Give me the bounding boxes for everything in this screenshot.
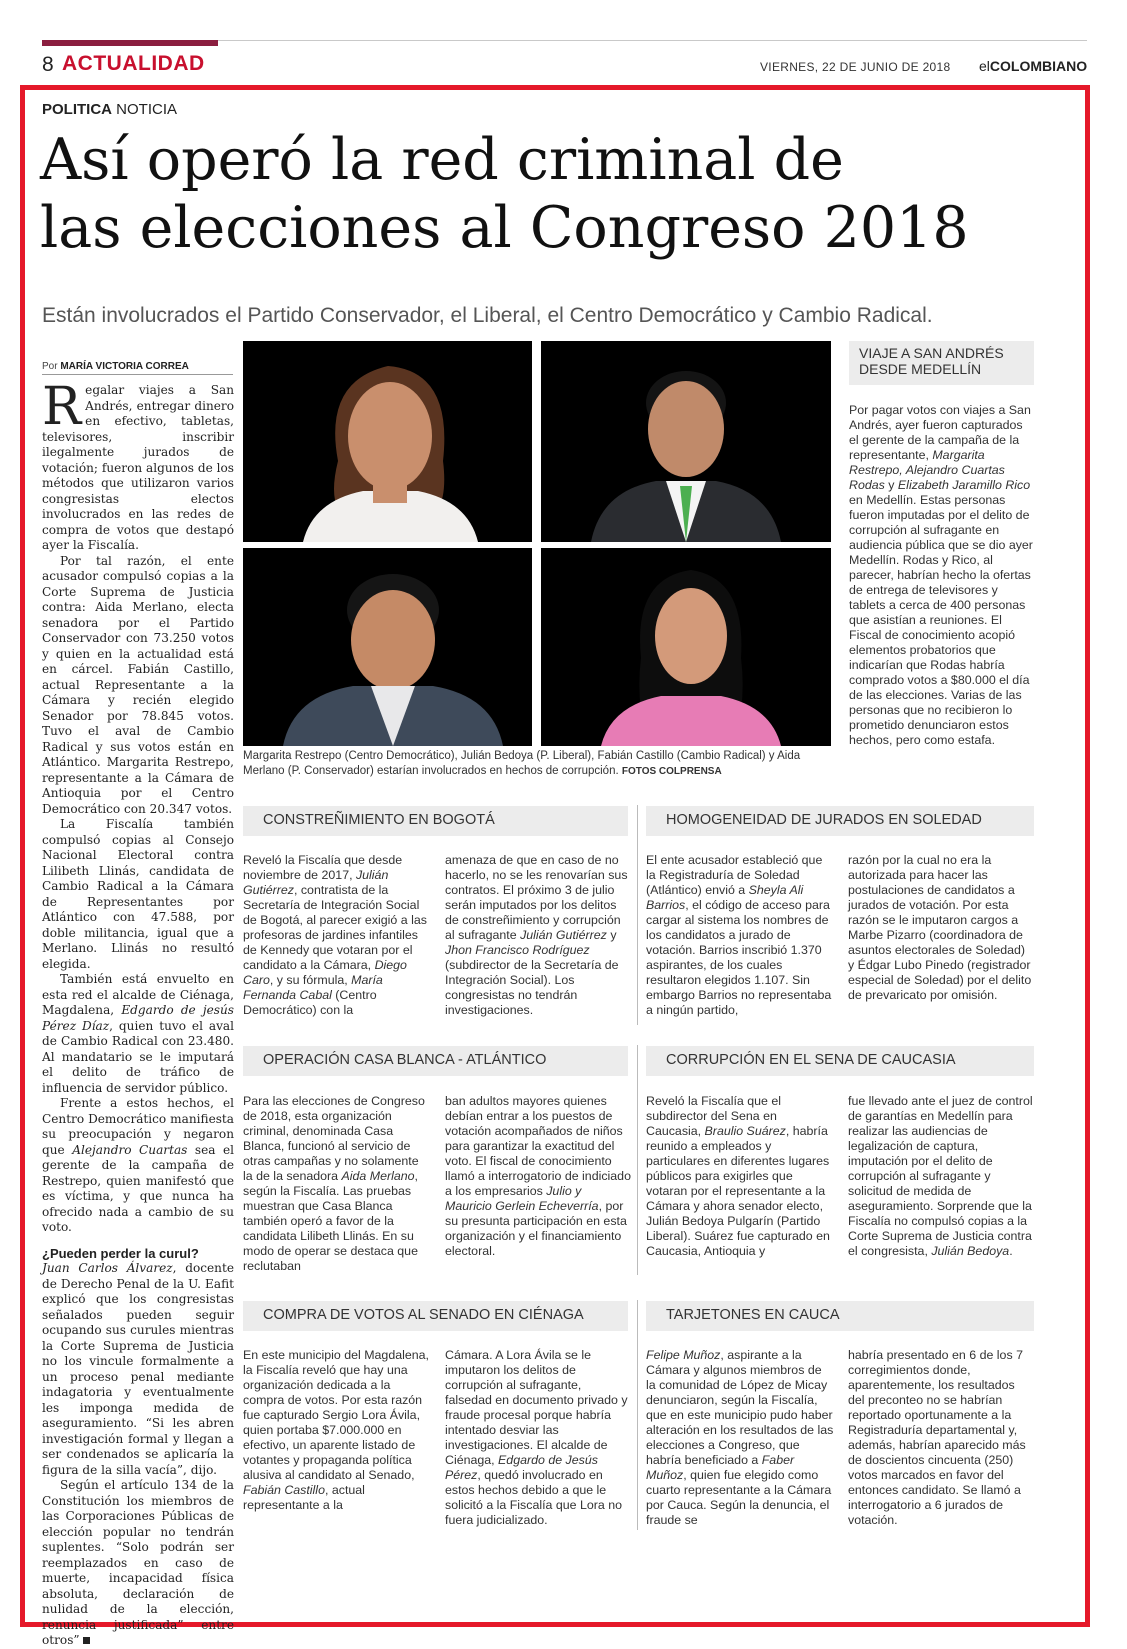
box-caucasia-col-1: Reveló la Fiscalía que el subdirector del Sena en Caucasia, Braulio Suárez, habría reunido a empleados y particulares en diferentes lugares públicos para exigirles que votaran por el representante a la Cámara y ahora senador electo, Julián Bedoya Pulgarín (Partido Liberal). Suárez fue capturado en Caucasia, Antioquia y <box>646 1094 830 1258</box>
photo-julian-bedoya <box>541 341 831 542</box>
portrait-man-2 <box>243 548 532 746</box>
byline-prefix: Por <box>42 361 58 372</box>
newspaper-brand <box>979 58 1087 74</box>
box-cienaga-col-1: En este municipio del Magdalena, la Fiscalía reveló que hay una organización dedicada a la compra de votos. Por esta razón fue capturado Sergio Lora Ávila, quien portaba $7.000.000 en efectivo, un aparente listado de votantes y propaganda política alusiva al candidato al Senado, Fabián Castillo, actual representante a la <box>243 1348 429 1512</box>
section-accent-bar <box>42 40 218 46</box>
portrait-woman-2 <box>541 548 831 746</box>
byline-author: MARÍA VICTORIA CORREA <box>60 361 189 372</box>
paragraph-1: Regalar viajes a San Andrés, entregar dinero en efectivo, tabletas, televisores, inscribir ilegalmente jurados de votación; fueron algunos de los métodos que utilizaron varios congresistas electos involucrados en las redes de compra de votos que destapó ayer la Fiscalía. <box>42 377 234 552</box>
box-title-casablanca: OPERACIÓN CASA BLANCA - ATLÁNTICO <box>243 1046 628 1076</box>
column-divider <box>637 1045 638 1275</box>
portrait-man-1 <box>541 341 831 542</box>
brand-name: COLOMBIANO <box>989 58 1088 74</box>
box-title-bogota: CONSTREÑIMIENTO EN BOGOTÁ <box>243 806 628 836</box>
end-mark <box>83 1637 90 1644</box>
page-number: 8 <box>42 53 54 76</box>
drop-cap: R <box>42 377 82 437</box>
box-title-soledad: HOMOGENEIDAD DE JURADOS EN SOLEDAD <box>646 806 1034 836</box>
column-divider <box>637 1300 638 1530</box>
box-casablanca-col-1: Para las elecciones de Congreso de 2018, esta organización criminal, denominada Casa Blanca, funcionó al servicio de otras campañas y no solamente la de la senadora Aida Merlano, según la Fiscalía. Las pruebas muestran que Casa Blanca también operó a favor de la candidata Lilibeth Llinás. En su modo de operar se destaca que reclutaban <box>243 1094 425 1273</box>
paragraph-7: Según el artículo 134 de la Constitución los miembros de las Corporaciones Públicas de elección popular no tendrán suplentes. “Solo podrán ser reemplazados en caso de muerte, incapacidad física absoluta, declaración de nulidad de la elección, renuncia justificada” entre otros” <box>42 1478 234 1647</box>
box-cienaga-col-2: Cámara. A Lora Ávila se le imputaron los delitos de corrupción al sufragante, falsedad en documento privado y fraude procesal porque habría intentado desviar las investigaciones. El alcalde de Ciénaga, Edgardo de Jesús Pérez, quedó involucrado en estos hechos debido a que le solicitó a la Fiscalía que Lora no fuera judicializado. <box>445 1348 628 1527</box>
paragraph-3: La Fiscalía también compulsó copias al Consejo Nacional Electoral contra Lilibeth Llinás, candidata de Cambio Radical a la Cámara de Representantes por Atlántico con 47.588, por doble militancia, igual que a Merlano. Llinás no resultó elegida. <box>42 817 234 971</box>
brand-prefix: el <box>979 58 990 74</box>
photo-fabian-castillo <box>243 548 532 746</box>
kicker-section: POLITICA <box>42 101 112 118</box>
box-soledad-col-1: El ente acusador estableció que la Registraduría de Soledad (Atlántico) envió a Sheyla Ali Barrios, el código de acceso para cargar al sistema los nombres de los candidatos a jurado de votación. Barrios inscribió 1.370 aspirantes, de los cuales resultaron elegidos 1.107. Sin embargo Barrios no representaba a ningún partido, <box>646 853 832 1017</box>
byline-rule <box>42 374 233 375</box>
article-subtitle: ¿Pueden perder la curul? <box>42 1245 199 1261</box>
main-article-column <box>42 377 234 1649</box>
column-divider <box>637 805 638 1025</box>
kicker-type: NOTICIA <box>116 101 178 118</box>
photo-credit: FOTOS COLPRENSA <box>621 766 722 777</box>
box-soledad-col-2: razón por la cual no era la autorizada para hacer las postulaciones de candidatos a jurados de votación. Por esta razón se le imputaron cargos a Marbe Pizarro (coordinadora de asuntos electorales de Soledad) y Édgar Lubo Pinedo (registrador especial de Soledad) por el delito de prevaricato por omisión. <box>848 853 1032 1002</box>
photo-margarita-restrepo <box>243 341 532 542</box>
box-title-cauca: TARJETONES EN CAUCA <box>646 1301 1034 1331</box>
sidebar-title: VIAJE A SAN ANDRÉS DESDE MEDELLÍN <box>849 341 1034 385</box>
sidebar-text: Por pagar votos con viajes a San Andrés, ayer fueron capturados el gerente de la campaña de la representante, Margarita Restrepo, Alejandro Cuartas Rodas y Elizabeth Jaramillo Rico en Medellín. Estas personas fueron imputadas por el delito de corrupción al sufragante en audiencia pública que se dio ayer Medellín. Rodas y Rico, al parecer, habrían hecho la ofertas de entrega de televisores y tablets a cerca de 400 personas que asistían a reuniones. El Fiscal de conocimiento acopió elementos probatorios que indicarían que Rodas habría comprado votos a $80.000 el día de las elecciones. Varias de las personas que no recibieron lo prometido denunciaron estos hechos, pero como estafa. <box>849 403 1033 747</box>
paragraph-6: Juan Carlos Álvarez, docente de Derecho Penal de la U. Eafit explicó que los congresistas señalados pueden seguir ocupando sus curules mientras la Corte Suprema de Justicia no los vincule formalmente a un proceso penal mediante indagatoria y eventualmente les imponga medida de aseguramiento. “Si les abren investigación formal y llegan a ser condenados se aplicaría la figura de la silla vacía”, dijo. <box>42 1261 234 1477</box>
box-caucasia-col-2: fue llevado ante el juez de control de garantías en Medellín para realizar las audiencias de legalización de captura, imputación por el delito de corrupción al sufragante y solicitud de medida de aseguramiento. Sorprende que la Fiscalía no compulsó copias a la Corte Suprema de Justicia contra el congresista, Julián Bedoya. <box>848 1094 1033 1258</box>
box-casablanca-col-2: ban adultos mayores quienes debían entrar a los puestos de votación acompañados de niños para garantizar la exactitud del voto. El fiscal de conocimiento llamó a interrogatorio de indiciado a los empresarios Julio y Mauricio Gerlein Echeverría, por su presunta participación en esta organización y el financiamiento electoral. <box>445 1094 631 1258</box>
photo-caption: Margarita Restrepo (Centro Democrático), Julián Bedoya (P. Liberal), Fabián Castillo (Cambio Radical) y Aida Merlano (P. Conservador) estarían involucrados en hechos de corrupción. FOTOS COLPRENSA <box>243 750 801 777</box>
headline <box>40 126 1070 262</box>
photo-aida-merlano <box>541 548 831 746</box>
date-line: VIERNES, 22 DE JUNIO DE 2018 <box>760 60 951 74</box>
portrait-woman-1 <box>243 341 532 542</box>
subheadline: Están involucrados el Partido Conservador, el Liberal, el Centro Democrático y Cambio Radical. <box>42 304 933 327</box>
paragraph-4: También está envuelto en esta red el alcalde de Ciénaga, Magdalena, Edgardo de jesús Pérez Díaz, quien tuvo el aval de Cambio Radical con 23.480. Al mandatario se le imputará el delito de tráfico de influencia de servidor público. <box>42 972 234 1095</box>
box-title-caucasia: CORRUPCIÓN EN EL SENA DE CAUCASIA <box>646 1046 1034 1076</box>
headline-line-2: las elecciones al Congreso 2018 <box>40 195 969 261</box>
byline <box>42 361 189 372</box>
paragraph-2: Por tal razón, el ente acusador compulsó copias a la Corte Suprema de Justicia contra: Aida Merlano, electa senadora por el Partido Conservador con 73.250 votos y quien en la actualidad está en cárcel. Fabián Castillo, actual Representante a la Cámara y recién elegido Senador por 78.845 votos. Tuvo el aval de Cambio Radical y sus votos están en Atlántico. Margarita Restrepo, representante a la Cámara de Antioquia por el Centro Democrático con 20.347 votos. <box>42 553 234 816</box>
kicker <box>42 101 177 118</box>
box-bogota-col-2: amenaza de que en caso de no hacerlo, no se les renovarían sus contratos. El próximo 3 de julio serán imputados por los delitos de constreñimiento y corrupción al sufragante Julián Gutiérrez y Jhon Francisco Rodríguez (subdirector de la Secretaría de Integración Social). Los congresistas no tendrán investigaciones. <box>445 853 628 1017</box>
section-name: ACTUALIDAD <box>62 52 205 75</box>
paragraph-5: Frente a estos hechos, el Centro Democrático manifiesta su preocupación y negaron que Alejandro Cuartas sea el gerente de la campaña de Restrepo, quien manifestó que es víctima, y que nunca ha ofrecido nada a cambio de su voto. <box>42 1096 234 1234</box>
headline-line-1: Así operó la red criminal de <box>40 127 844 193</box>
box-bogota-col-1: Reveló la Fiscalía que desde noviembre de 2017, Julián Gutiérrez, contratista de la Secretaría de Integración Social de Bogotá, al parecer exigió a las profesoras de jardines infantiles de Kennedy que votaran por el candidato a la Cámara, Diego Caro, y su fórmula, María Fernanda Cabal (Centro Democrático) con la <box>243 853 427 1017</box>
box-title-cienaga: COMPRA DE VOTOS AL SENADO EN CIÉNAGA <box>243 1301 628 1331</box>
box-cauca-col-2: habría presentado en 6 de los 7 corregimientos donde, aparentemente, los resultados del preconteo no se habrían reportado oportunamente a la Registraduría departamental y, además, habrían aparecido más de doscientos cincuenta (250) votos marcados en favor del entonces candidato. Se llamó a interrogatorio a 6 jurados de votación. <box>848 1348 1026 1527</box>
box-cauca-col-1: Felipe Muñoz, aspirante a la Cámara y algunos miembros de la comunidad de López de Micay denunciaron, según la Fiscalía, que en este municipio pudo haber alteración en los resultados de las elecciones a Congreso, que habría beneficiado a Faber Muñoz, quien fue elegido como cuarto representante a la Cámara por Cauca. Según la denuncia, el fraude se <box>646 1348 834 1527</box>
